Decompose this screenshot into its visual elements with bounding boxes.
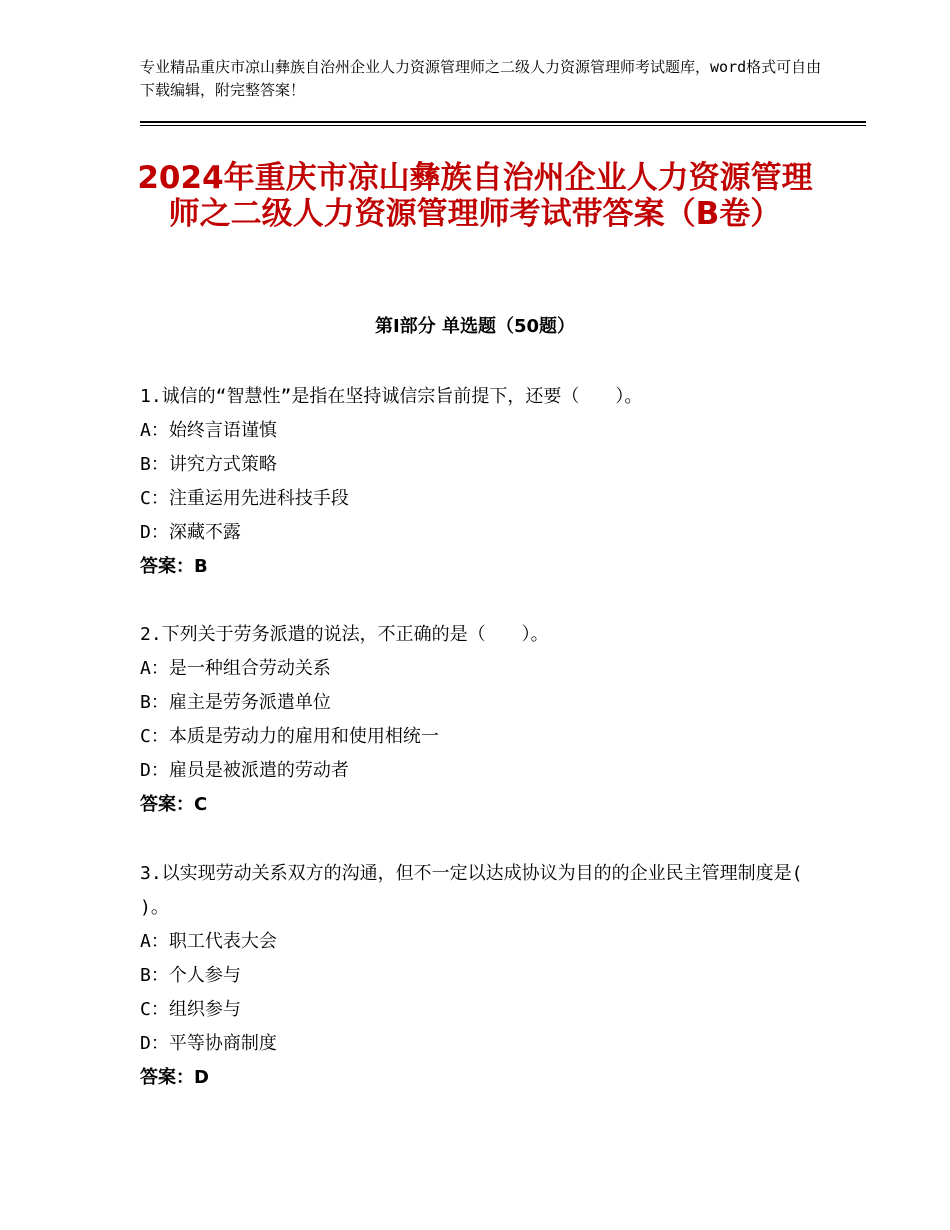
question-1 xyxy=(140,380,810,584)
question-stem: 3.以实现劳动关系双方的沟通，但不一定以达成协议为目的的企业民主管理制度是( )。 xyxy=(140,863,803,918)
option-a: A：始终言语谨慎 xyxy=(140,420,277,441)
option-d: D：平等协商制度 xyxy=(140,1033,277,1054)
option-a: A：职工代表大会 xyxy=(140,931,277,952)
option-a: A：是一种组合劳动关系 xyxy=(140,658,331,679)
option-c: C：注重运用先进科技手段 xyxy=(140,488,349,509)
answer: 答案：C xyxy=(140,794,208,815)
answer: 答案：D xyxy=(140,1067,209,1088)
option-d: D：深藏不露 xyxy=(140,522,241,543)
section-heading: 第Ⅰ部分 单选题（50题） xyxy=(374,316,575,337)
answer: 答案：B xyxy=(140,556,208,577)
option-b: B：讲究方式策略 xyxy=(140,454,277,475)
question-stem: 2.下列关于劳务派遣的说法，不正确的是（ ）。 xyxy=(140,624,549,645)
header-note: 专业精品重庆市凉山彝族自治州企业人力资源管理师之二级人力资源管理师考试题库，word格式可自由下载编辑，附完整答案！ xyxy=(140,58,822,99)
option-b: B：个人参与 xyxy=(140,965,241,986)
option-b: B：雇主是劳务派遣单位 xyxy=(140,692,331,713)
header-divider-thick xyxy=(140,121,866,123)
header-divider-thin xyxy=(140,125,866,126)
document-title: 2024年重庆市凉山彝族自治州企业人力资源管理师之二级人力资源管理师考试带答案（B卷） xyxy=(137,160,813,232)
question-2 xyxy=(140,618,810,822)
question-stem: 1.诚信的“智慧性”是指在坚持诚信宗旨前提下，还要（ ）。 xyxy=(140,386,643,407)
question-3 xyxy=(140,857,810,1095)
option-c: C：本质是劳动力的雇用和使用相统一 xyxy=(140,726,439,747)
option-c: C：组织参与 xyxy=(140,999,241,1020)
option-d: D：雇员是被派遣的劳动者 xyxy=(140,760,349,781)
